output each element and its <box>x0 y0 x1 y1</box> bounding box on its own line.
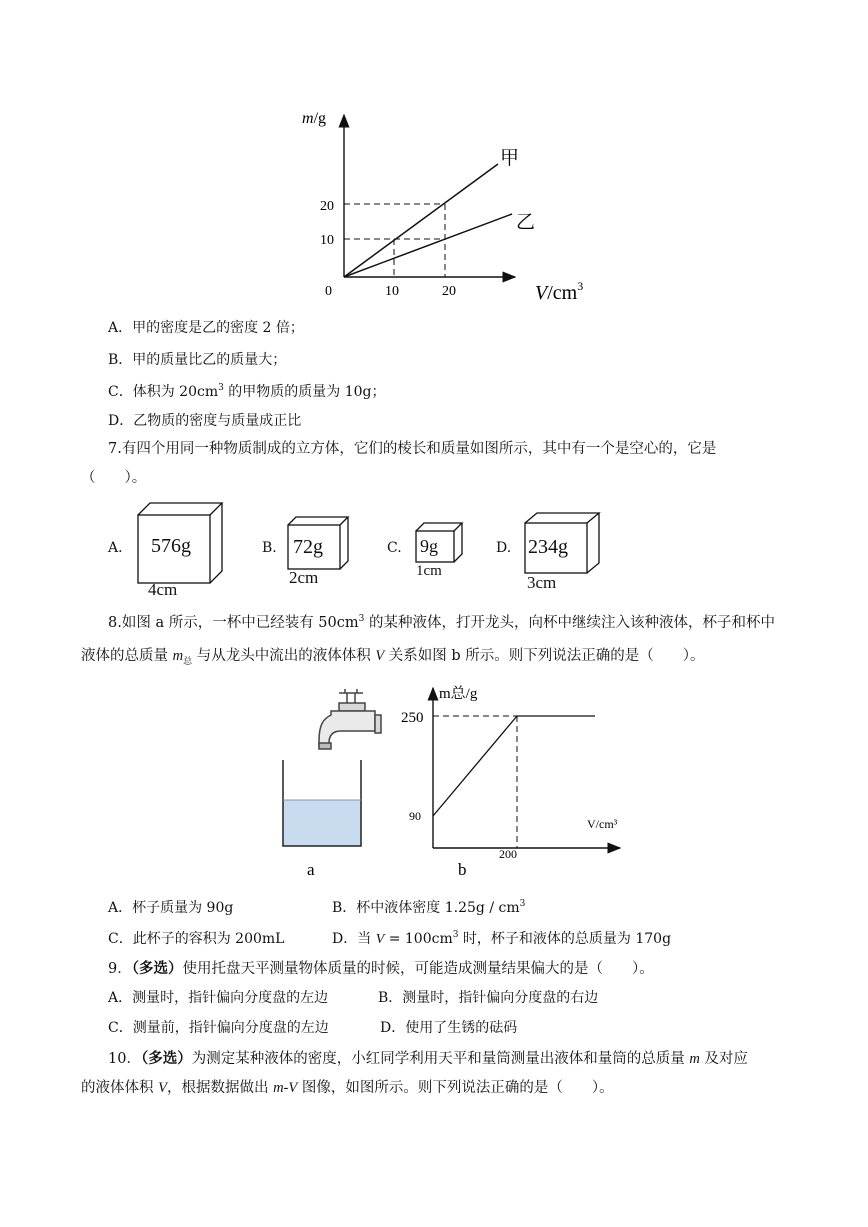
cube-b-mass: 72g <box>293 536 323 558</box>
series-jia-line <box>344 164 498 277</box>
series-jia-label: 甲 <box>500 148 520 169</box>
cube-a-mass: 576g <box>151 535 191 557</box>
q8-option-b: B．杯中液体密度 $1.25g / cm^3$ <box>332 899 526 916</box>
cube-d-mass: 234g <box>528 536 568 558</box>
q8-stem-line1: 8.如图 a 所示，一杯中已经装有 $50cm^3$ 的某种液体，打开龙头，向杯中继续注入该种液体，杯子和杯中 <box>108 614 775 631</box>
q6-option-c: C．体积为 $20cm^3$ 的甲物质的质量为 10g； <box>108 383 386 400</box>
y-tick-10: 10 <box>320 233 334 248</box>
q8-option-d: D．当 $V = 100cm^3$ 时，杯子和液体的总质量为 170g <box>332 930 672 947</box>
origin-label: 0 <box>325 284 332 299</box>
q9-option-d: D．使用了生锈的砝码 <box>380 1020 518 1036</box>
x-axis-label: V/cm³ <box>587 817 618 831</box>
figure-b-label: b <box>458 860 467 879</box>
x-tick-10: 10 <box>385 284 399 299</box>
liquid-in-beaker <box>283 800 361 846</box>
mass-volume-graph-1 <box>290 100 610 315</box>
q6-option-b: B．甲的质量比乙的质量大； <box>108 352 287 368</box>
series-yi-line <box>344 214 512 277</box>
cube-c-label: C. <box>387 540 402 556</box>
y-axis-label: m/g <box>302 110 327 127</box>
cube-a-label: A. <box>108 540 123 556</box>
q10-stem-line2: 的液体体积 V，根据数据做出 m-V 图像，如图所示。则下列说法正确的是（ ）。 <box>81 1080 614 1096</box>
q6-option-a: A．甲的密度是乙的密度 2 倍； <box>108 320 304 336</box>
y-axis-label: m总/g <box>439 686 478 702</box>
q7-stem-line2: （ ）。 <box>81 470 147 486</box>
cube-c-mass: 9g <box>420 536 438 556</box>
y-tick-250: 250 <box>401 710 424 726</box>
series-yi-label: 乙 <box>516 212 536 233</box>
q9-option-a: A．测量时，指针偏向分度盘的左边 <box>108 990 329 1006</box>
q8-option-c: C．此杯子的容积为 200mL <box>108 931 285 947</box>
faucet-icon <box>319 689 381 749</box>
q8-figure-b-graph <box>395 680 635 880</box>
q9-option-c: C．测量前，指针偏向分度盘的左边 <box>108 1020 329 1036</box>
q8-option-a: A．杯子质量为 90g <box>108 900 234 916</box>
q8-figure-a <box>275 685 395 885</box>
x-axis-label: $V/cm^3$ <box>535 279 584 304</box>
figure-a-label: a <box>307 860 315 879</box>
q9-stem: 9．（多选）使用托盘天平测量物体质量的时候，可能造成测量结果偏大的是（ ）。 <box>108 960 654 977</box>
q9-option-b: B．测量时，指针偏向分度盘的右边 <box>378 990 599 1006</box>
cube-b-edge: 2cm <box>289 568 319 587</box>
y-tick-20: 20 <box>320 199 334 214</box>
q7-stem-line1: 7.有四个用同一种物质制成的立方体，它们的棱长和质量如图所示，其中有一个是空心的，它是 <box>108 441 717 457</box>
q6-option-d: D．乙物质的密度与质量成正比 <box>108 413 302 429</box>
x-tick-20: 20 <box>442 284 456 299</box>
x-tick-200: 200 <box>499 847 517 861</box>
cube-b-label: B. <box>262 540 277 556</box>
cube-d-label: D. <box>496 540 512 556</box>
cube-d-edge: 3cm <box>527 573 557 592</box>
cube-a-edge: 4cm <box>148 580 178 599</box>
q10-stem-line1: 10．（多选）为测定某种液体的密度，小红同学利用天平和量筒测量出液体和量筒的总质量 m 及对应 <box>108 1050 748 1067</box>
q8-stem-line2: 液体的总质量 $m_总$ 与从龙头中流出的液体体积 V 关系如图 b 所示。则下列说法正确的是（ ）。 <box>81 648 705 667</box>
mass-volume-line <box>433 716 595 816</box>
y-tick-90: 90 <box>409 809 421 823</box>
cube-c-edge: 1cm <box>416 563 442 579</box>
